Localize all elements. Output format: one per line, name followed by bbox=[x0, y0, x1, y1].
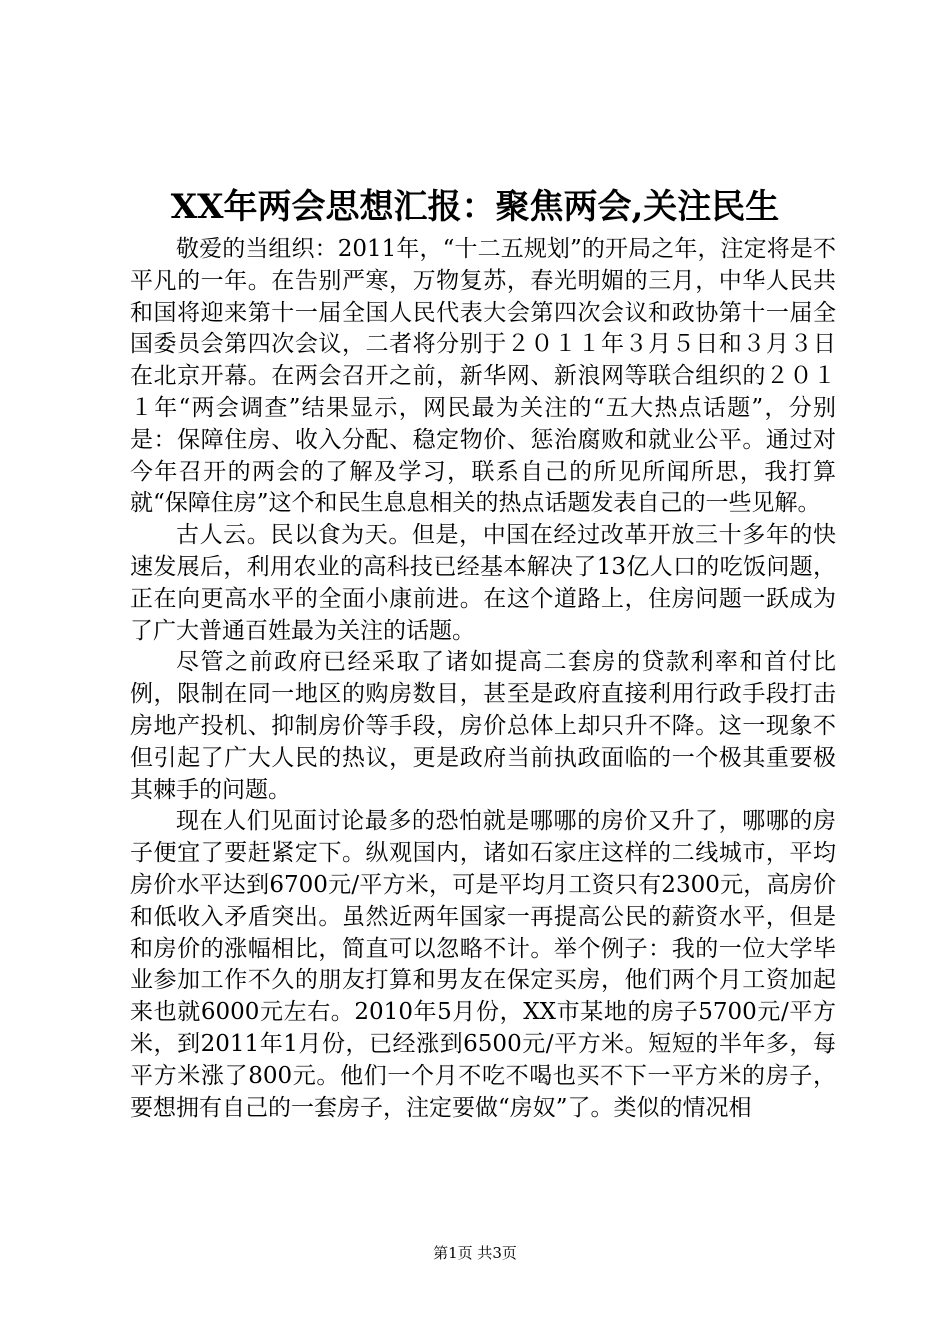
document-body bbox=[130, 234, 836, 1124]
paragraph-3: 尽管之前政府已经采取了诸如提高二套房的贷款利率和首付比例，限制在同一地区的购房数目，甚至是政府直接利用行政手段打击房地产投机、抑制房价等手段，房价总体上却只升不降。这一现象不但引起了广大人民的热议，更是政府当前执政面临的一个极其重要极其棘手的问题。 bbox=[130, 649, 836, 803]
page-number-footer: 第1页 共3页 bbox=[433, 1244, 517, 1262]
paragraph-4: 现在人们见面讨论最多的恐怕就是哪哪的房价又升了，哪哪的房子便宜了要赶紧定下。纵观国内，诸如石家庄这样的二线城市，平均房价水平达到6700元/平方米，可是平均月工资只有2300元，高房价和低收入矛盾突出。虽然近两年国家一再提高公民的薪资水平，但是和房价的涨幅相比，简直可以忽略不计。举个例子：我的一位大学毕业参加工作不久的朋友打算和男友在保定买房，他们两个月工资加起来也就6000元左右。2010年5月份，XX市某地的房子5700元/平方米，到2011年1月份，已经涨到6500元/平方米。短短的半年多，每平方米涨了800元。他们一个月不吃不喝也买不下一平方米的房子，要想拥有自己的一套房子，注定要做“房奴”了。类似的情况相 bbox=[130, 808, 836, 1121]
paragraph-1: 敬爱的当组织：2011年，“十二五规划”的开局之年，注定将是不平凡的一年。在告别严寒，万物复苏，春光明媚的三月，中华人民共和国将迎来第十一届全国人民代表大会第四次会议和政协第十一届全国委员会第四次会议，二者将分别于２０１１年３月５日和３月３日在北京开幕。在两会召开之前，新华网、新浪网等联合组织的２０１１年“两会调查”结果显示，网民最为关注的“五大热点话题”，分别是：保障住房、收入分配、稳定物价、惩治腐败和就业公平。通过对今年召开的两会的了解及学习，联系自己的所见所闻所思，我打算就“保障住房”这个和民生息息相关的热点话题发表自己的一些见解。 bbox=[130, 236, 836, 517]
paragraph-2: 古人云。民以食为天。但是，中国在经过改革开放三十多年的快速发展后，利用农业的高科技已经基本解决了13亿人口的吃饭问题，正在向更高水平的全面小康前进。在这个道路上，住房问题一跃成为了广大普通百姓最为关注的话题。 bbox=[130, 522, 836, 644]
document-title: XX年两会思想汇报：聚焦两会,关注民生 bbox=[170, 187, 780, 227]
